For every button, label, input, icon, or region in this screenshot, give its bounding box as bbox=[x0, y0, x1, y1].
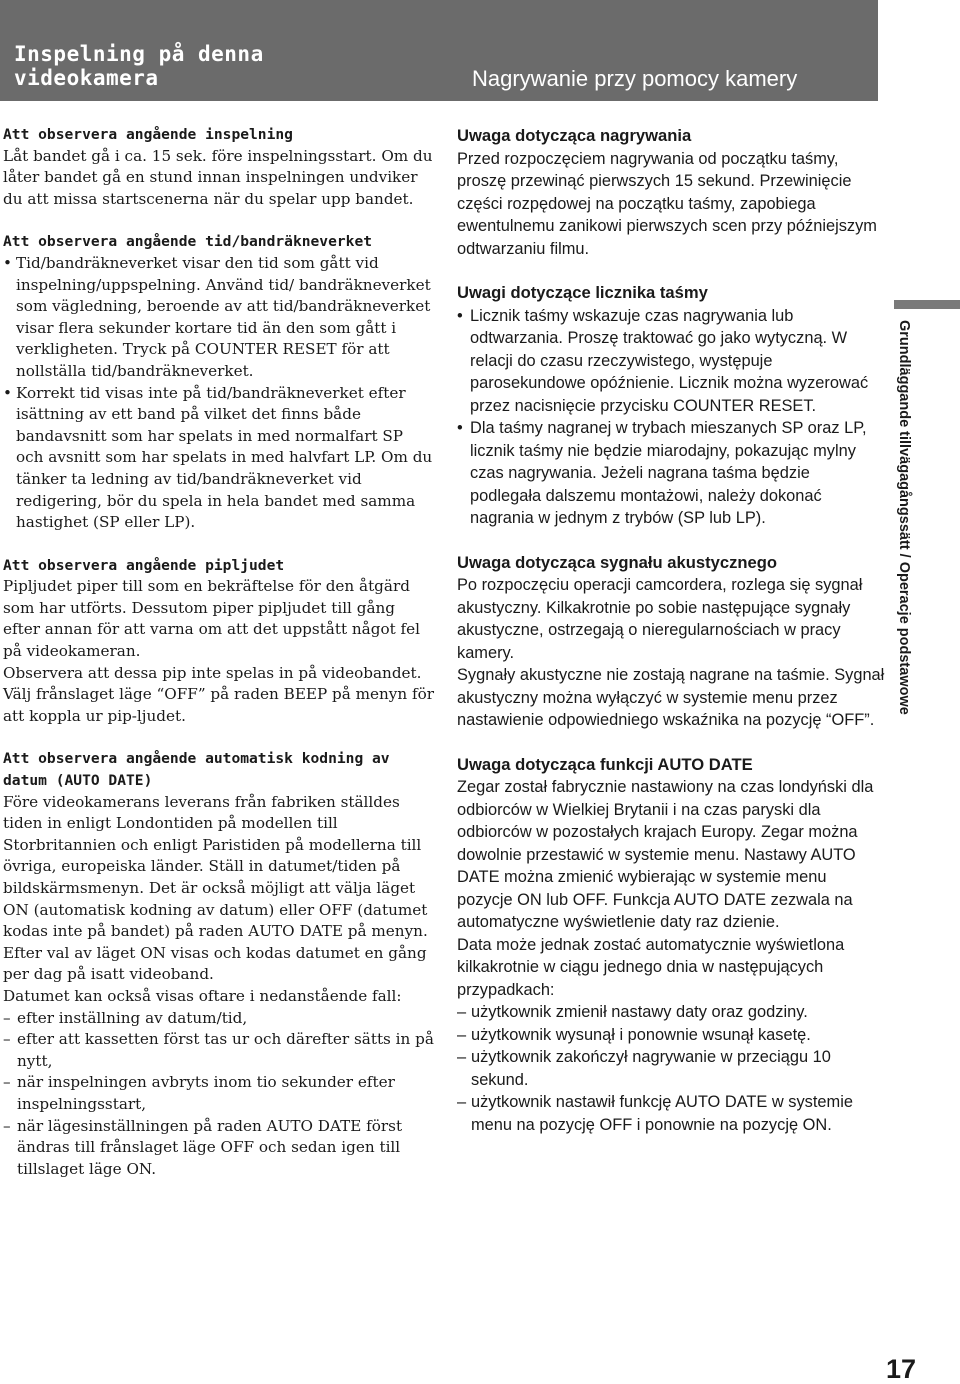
pl-beep-body-2: Sygnały akustyczne nie zostają nagrane na taśmie. Sygnał akustyczny można wyłączyć w systemie menu przez nastawienie odpowiedniego wskaźnika na pozycję “OFF”. bbox=[457, 666, 885, 729]
sv-auto-date-case-1: – efter inställning av datum/tid, bbox=[3, 1008, 435, 1030]
pl-section-recording bbox=[457, 125, 885, 260]
header-title-swedish-line2: videokamera bbox=[14, 66, 159, 90]
pl-auto-date-case-4: – użytkownik nastawił funkcję AUTO DATE w systemie menu na pozycję OFF i ponownie na pozycję ON. bbox=[457, 1091, 885, 1136]
sv-auto-date-body-1: Före videokamerans leverans från fabriken ställdes tiden in enligt Londontiden på modellen till Storbritannien och enligt Paristiden på modellerna till övriga, europeiska länder. Ställ in datumet/tiden på bildskärmsmenyn. Det är också möjligt att välja läget ON (automatisk kodning av datum) eller OFF (datumet kodas inte på bandet) på raden AUTO DATE på menyn. Efter val av läget ON visas och kodas datumet en gång per dag på isatt videoband. bbox=[3, 792, 428, 984]
section-header-bar bbox=[0, 0, 878, 101]
pl-heading-beep: Uwaga dotycząca sygnału akustycznego bbox=[457, 552, 777, 572]
sv-section-counter bbox=[3, 231, 435, 533]
sv-body-recording: Låt bandet gå i ca. 15 sek. före inspelningsstart. Om du låter bandet gå en stund innan inspelningen undviker du att missa startscenerna när du spelar upp bandet. bbox=[3, 146, 433, 208]
sv-section-recording bbox=[3, 124, 435, 210]
header-title-polish: Nagrywanie przy pomocy kamery bbox=[472, 66, 798, 91]
sidebar-chapter-tab bbox=[892, 320, 918, 780]
sv-beep-body-1: Pipljudet piper till som en bekräftelse för den åtgärd som har utförts. Dessutom piper pipljudet till gång efter annan för att varna om att det uppstått något fel på videokameran. bbox=[3, 577, 420, 661]
pl-heading-auto-date: Uwaga dotycząca funkcji AUTO DATE bbox=[457, 754, 753, 774]
pl-section-counter bbox=[457, 282, 885, 530]
pl-auto-date-body-1: Zegar został fabrycznie nastawiony na czas londyński dla odbiorców w Wielkiej Brytanii i na czas paryski dla odbiorców w pozostałych krajach Europy. Zegar można dowolnie przestawić w systemie menu. Nastawy AUTO DATE można zmienić wybierając w systemie menu pozycje ON lub OFF. Funkcja AUTO DATE zezwala na automatyczne wyświetlenie daty raz dzienie. bbox=[457, 778, 874, 931]
pl-auto-date-case-1: – użytkownik zmienił nastawy daty oraz godziny. bbox=[457, 1001, 885, 1024]
pl-counter-bullet-1: • Licznik taśmy wskazuje czas nagrywania lub odtwarzania. Proszę traktować go jako wytyczną. W relacji do czasu rzeczywistego, występuje parosekundowe opóźnienie. Licznik można wyzerować przez nacisnięcie przycisku COUNTER RESET. bbox=[457, 305, 885, 418]
sv-auto-date-case-2: – efter att kassetten först tas ur och därefter sätts in på nytt, bbox=[3, 1029, 435, 1072]
pl-auto-date-body-2: Data może jednak zostać automatycznie wyświetlona kilkakrotnie w ciągu jednego dnia w następujących przypadkach: bbox=[457, 935, 845, 999]
pl-heading-counter: Uwagi dotyczące licznika taśmy bbox=[457, 283, 708, 302]
pl-section-beep bbox=[457, 552, 885, 732]
sv-counter-bullet-2: • Korrekt tid visas inte på tid/bandräkneverket efter isättning av ett band på vilket det finns både bandavsnitt som har spelats in med normalfart SP och avsnitt som har spelats in med halvfart LP. Om du tänker ta ledning av tid/bandräkneverket vid redigering, bör du spela in hela bandet med samma hastighet (SP eller LP). bbox=[3, 383, 435, 534]
sv-counter-bullet-1: • Tid/bandräkneverket visar den tid som gått vid inspelning/uppspelning. Använd tid/ bandräkneverket som vägledning, beroende av att tid/bandräkneverket visar flera sekunder kortare tid än den som gått i verkligheten. Tryck på COUNTER RESET för att nollställa tid/bandräkneverket. bbox=[3, 253, 435, 383]
sv-auto-date-case-3: – när inspelningen avbryts inom tio sekunder efter inspelningsstart, bbox=[3, 1072, 435, 1115]
pl-body-recording: Przed rozpoczęciem nagrywania od początku taśmy, proszę przewinąć pierwszych 15 sekund. Przewinięcie części rozpędowej na początku taśmy, zapobiega ewentulnemu zanikowi pierwszych scen przy późniejszym odtwarzaniu filmu. bbox=[457, 149, 877, 258]
swedish-column bbox=[3, 124, 435, 1201]
pl-auto-date-case-3: – użytkownik zakończył nagrywanie w przeciągu 10 sekund. bbox=[457, 1046, 885, 1091]
sv-section-beep bbox=[3, 555, 435, 728]
page-number: 17 bbox=[886, 1354, 917, 1384]
sv-auto-date-body-2: Datumet kan också visas oftare i nedanstående fall: bbox=[3, 986, 402, 1005]
header-title-swedish-line1: Inspelning på denna bbox=[14, 42, 264, 66]
sv-heading-counter: Att observera angående tid/bandräkneverket bbox=[3, 233, 373, 251]
sv-beep-body-2: Observera att dessa pip inte spelas in på videobandet. Välj frånslaget läge “OFF” på raden BEEP på menyn för att koppla ur pip-ljudet. bbox=[3, 663, 435, 725]
sv-section-auto-date bbox=[3, 748, 435, 1180]
polish-column bbox=[457, 125, 885, 1158]
pl-beep-body-1: Po rozpoczęciu operacji camcordera, rozlega się sygnał akustyczny. Kilkakrotnie po sobie następujące sygnały akustyczne, ostrzegają o nieregularnościach w pracy kamery. bbox=[457, 576, 863, 662]
sv-auto-date-case-4: – när lägesinställningen på raden AUTO DATE först ändras till frånslaget läge OFF och sedan igen till tillslaget läge ON. bbox=[3, 1116, 435, 1181]
pl-auto-date-case-2: – użytkownik wysunął i ponownie wsunął kasetę. bbox=[457, 1024, 885, 1047]
pl-heading-recording: Uwaga dotycząca nagrywania bbox=[457, 126, 692, 145]
sidebar-marker-bar bbox=[894, 300, 960, 309]
sv-heading-beep: Att observera angående pipljudet bbox=[3, 556, 285, 574]
sv-heading-recording: Att observera angående inspelning bbox=[3, 126, 293, 143]
sidebar-chapter-label: Grundläggande tillvägagångssätt / Operacje podstawowe bbox=[896, 320, 912, 715]
pl-counter-bullet-2: • Dla taśmy nagranej w trybach mieszanych SP oraz LP, licznik taśmy nie będzie miarodajny, pokazując mylny czas nagrywania. Jeżeli nagrana taśma będzie podlegała dalszemu montażowi, należy dokonać nagrania w jednym z trybów (SP lub LP). bbox=[457, 417, 885, 530]
sv-heading-auto-date: Att observera angående automatisk kodning av datum (AUTO DATE) bbox=[3, 750, 390, 790]
header-title-swedish bbox=[14, 42, 264, 90]
pl-section-auto-date bbox=[457, 754, 885, 1137]
